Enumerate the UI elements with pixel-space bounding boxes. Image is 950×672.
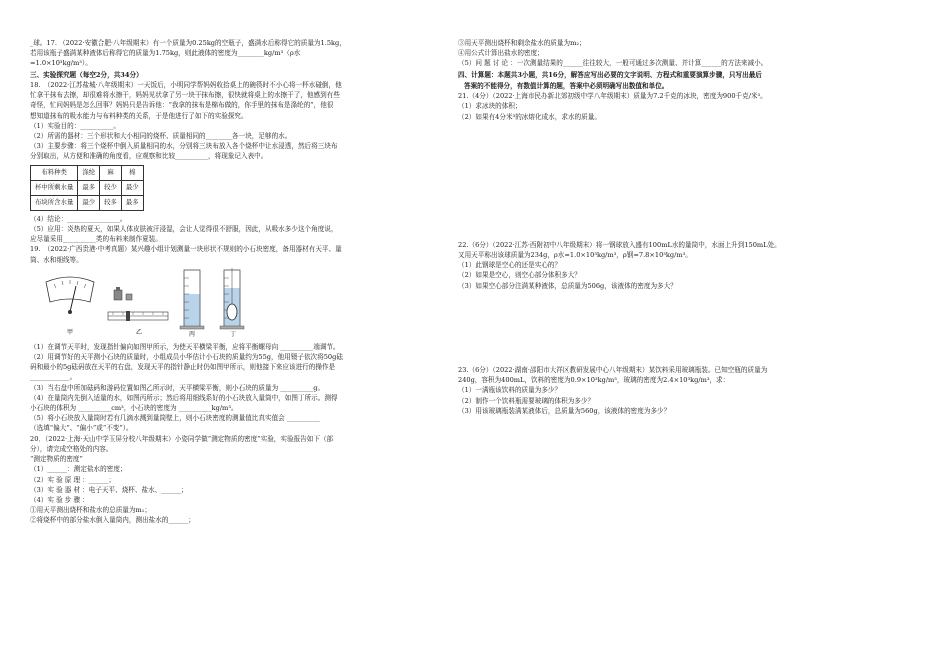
table-row (31, 180, 144, 195)
q19-line: （3）当右盘中所加砝码和游码位置如图乙所示时，天平横梁平衡，则小石块的质量为 __________g。 (30, 383, 325, 392)
q19-line: 筒、水和细线等。 (30, 255, 83, 264)
table-cell: 布料种类 (31, 165, 78, 180)
section-heading-calculation-cont: 答案的不能得分，有数值计算的题，答案中必须明确写出数值和单位。 (464, 81, 669, 90)
q20-line: （1）______：测定盐水的密度； (30, 465, 127, 474)
q18-line: 18. （2022·江苏盐城·八年级期末）一天饭后，小明同学帮妈妈收拾桌上的碗筷时不小心将一杯水碰倒，他 (30, 80, 342, 89)
q21-line: （2）如果有4分米³的冰熔化成水，求水的质量。 (458, 112, 601, 121)
q17-line: 若用该瓶子盛满某种液体后称得它的质量为1.75kg，则此液体的密度为________kg/m³（ρ水 (30, 49, 301, 58)
question-22 (458, 240, 888, 291)
answer-space (458, 122, 888, 240)
q22-line: （1）此钢球是空心的还是实心的？ (458, 261, 562, 270)
q19-line: （4）在量筒内先倒入适量的水，如图丙所示；然后将用细线系好的小石块放入量筒中，如图丁所示。测得 (30, 393, 338, 402)
q20-line: “测定物质的密度” (30, 455, 83, 464)
answer-space (458, 291, 888, 365)
table-cell: 最少 (78, 195, 100, 210)
q18-line: 应尽量采用__________类的布料来制作夏装。 (30, 235, 162, 244)
q22-line: 又用天平称出该球质量为234g，ρ水=1.0×10³kg/m³，ρ钢=7.8×10³kg/m³。 (458, 250, 692, 259)
q22-line: 22.（6分）（2022·江苏·西附初中八年级期末）将一钢球放入盛有100mL水的量筒中，水面上升到150mL处。 (458, 240, 781, 249)
section-heading-calculation: 四、计算题：本题共3小题，共16分，解答应写出必要的文字说明、方程式和重要演算步骤，只写出最后 (458, 70, 762, 79)
q22-line: （2）如果是空心，则空心部分体积多大？ (458, 271, 581, 280)
q20-line: ④用公式计算出盐水的密度； (458, 49, 544, 58)
table-row (31, 165, 144, 180)
table-cell: 最多 (121, 195, 143, 210)
q18-line: （3）主要步骤：将三个烧杯中倒入质量相同的水，分别将三块布放入各个烧杯中让水浸透，然后将三块布 (30, 142, 338, 151)
q20-line: （5）问 题 讨 论 ：一次测量结果的______往往较大，一般可通过多次测量、并计算______的方法来减小。 (458, 59, 768, 68)
question-19 (30, 244, 450, 525)
question-21 (458, 91, 888, 122)
q19-line: 码和最小的5g砝码放在天平的右盘，发现天平的指针静止时仍如图甲所示，则他接下来应该进行的操作是 (30, 363, 336, 372)
q23-line: （3）用该玻璃瓶装满某液体后，总质量为560g，该液体的密度为多少？ (458, 406, 671, 415)
q23-line: （1）一满瓶该饮料的质量为多少？ (458, 386, 562, 395)
table-cell: 较少 (100, 180, 122, 195)
q17-line: _球。17. （2022·安徽合肥·八年级期末）有一个质量为0.25kg的空瓶子，盛满水后称得它的质量为1.5kg， (30, 39, 346, 47)
q23-line: （2）制作一个饮料瓶需要玻璃的体积为多少？ (458, 396, 595, 405)
q18-line: （5）应用：炎热的夏天，如果人体皮肤被汗浸湿，会让人觉得很不舒服，因此，从吸水多少这个角度说， (30, 224, 338, 233)
q19-line: 小石块的体积为 __________cm³，小石块的密度为 __________kg/m³。 (30, 404, 238, 413)
table-cell: 最少 (121, 180, 143, 195)
section-heading-experiment: 三、实验探究题（每空2分，共34分） (30, 70, 143, 79)
q19-line: （1）在调节天平时，发现指针偏向如图甲所示，为使天平横梁平衡，应将平衡螺母向 __________端调节。 (30, 342, 340, 351)
table-cell: 杯中所剩水量 (31, 180, 78, 195)
table-cell: 麻 (100, 165, 122, 180)
question-23 (458, 365, 888, 416)
q18-line: 分别取出，从方便和准确的角度看，应观察和比较__________，将现象记入表中。 (30, 152, 268, 161)
q19-line: （2）用调节好的天平测小石块的质量时，小组成员小华估计小石块的质量约为55g，他用镊子依次将50g砝 (30, 352, 343, 361)
table-cell: 最多 (78, 180, 100, 195)
q20-line: 20．（2022·上海·天山中学玉屏分校八年级期末）小姿同学做“测定物质的密度”实验，实验报告如下（部 (30, 434, 334, 443)
balance-cylinder-figure (38, 268, 450, 340)
q19-line: （选填“偏大”、“偏小”或“不变”）。 (30, 424, 133, 433)
question-18 (30, 80, 450, 244)
cloth-absorption-table (30, 165, 144, 211)
table-row (31, 195, 144, 210)
q23-line: 240g，容积为400mL，饮料的密度为0.9×10³kg/m³，玻璃的密度为2.4×10³kg/m³，求： (458, 376, 730, 385)
table-cell: 较多 (100, 195, 122, 210)
table-cell: 布块所含水量 (31, 195, 78, 210)
fig-label-jia: 甲 (67, 328, 74, 336)
q18-line: 想知道抹布的吸水能力与布料种类的关系，于是他进行了如下的实验探究。 (30, 111, 248, 120)
q17-line: =1.0×10³kg/m³）。 (30, 59, 92, 68)
q18-line: （2）所需的器材：三个形状和大小相同的烧杯、质量相同的________各一块，足够的水。 (30, 131, 292, 140)
q21-line: （1）求冰块的体积； (458, 102, 522, 111)
table-cell: 涤纶 (78, 165, 100, 180)
q18-line: （1）实验目的：__________。 (30, 121, 120, 130)
fig-label-bing: 丙 (189, 330, 196, 338)
fig-label-yi: 乙 (136, 328, 143, 336)
q18-line: 忙拿干抹布去擦，却很难将水擦干，妈妈见状拿了另一块干抹布擦，很快就将桌上的水擦干了，他感到有些 (30, 91, 340, 100)
q22-line: （3）如果空心部分注满某种液体，总质量为506g，该液体的密度为多大？ (458, 281, 677, 290)
q19-line: ____________。 (30, 373, 77, 382)
q19-line: 19. （2022·广西贵港·中考真题）某兴趣小组计划测量一块形状不规则的小石块密度，备用器材有天平、量 (30, 245, 342, 254)
q18-line: 奇怪，忙问妈妈是怎么回事？妈妈只是告诉他：“我拿的抹布是棉布做的，你手里的抹布是涤纶的”，他很 (30, 101, 334, 110)
q20-line: （2）实 验 原 理 ：______； (30, 475, 116, 484)
graduated-cylinder-water (180, 270, 204, 329)
left-column (30, 38, 450, 526)
q20-line: ①用天平测出烧杯和盐水的总质量为m₁； (30, 506, 151, 515)
q20-line: 分），请完成空格处的内容。 (30, 444, 113, 453)
q23-line: 23.（6分）（2022·湖南·邵阳市大祥区教研发展中心八年级期末）某饮料采用玻璃瓶装。已知空瓶的质量为 (458, 365, 768, 374)
graduated-cylinder-stone (220, 268, 244, 329)
q21-line: 21.（4分）（2022·上海市民办新北郊初级中学八年级期末）质量为7.2千克的冰块，密度为900千克/米³。 (458, 92, 767, 101)
right-column (458, 38, 888, 416)
q20-line: ③用天平测出烧杯和剩余盐水的质量为m₂； (458, 39, 586, 47)
balance-scale-dial (46, 277, 94, 314)
q20-line: （4）实 验 步 骤 ： (30, 496, 89, 504)
q19-line: （5）将小石块放入量筒时若有几滴水溅到量筒壁上，则小石块密度的测量值比真实值会 __________ (30, 414, 320, 423)
q20-line: ②将烧杯中的部分盐水倒入量筒内，测出盐水的______； (30, 516, 195, 525)
q18-line: （4）结论：________________。 (30, 214, 127, 223)
table-cell: 棉 (121, 165, 143, 180)
experiment-figure-svg (38, 268, 298, 340)
fig-label-ding: 丁 (230, 330, 237, 338)
weights-and-rider (108, 287, 168, 321)
question-17 (30, 38, 450, 69)
q20-line: （3）实 验 器 材 ：电子天平、烧杯、盐水、______； (30, 485, 188, 494)
